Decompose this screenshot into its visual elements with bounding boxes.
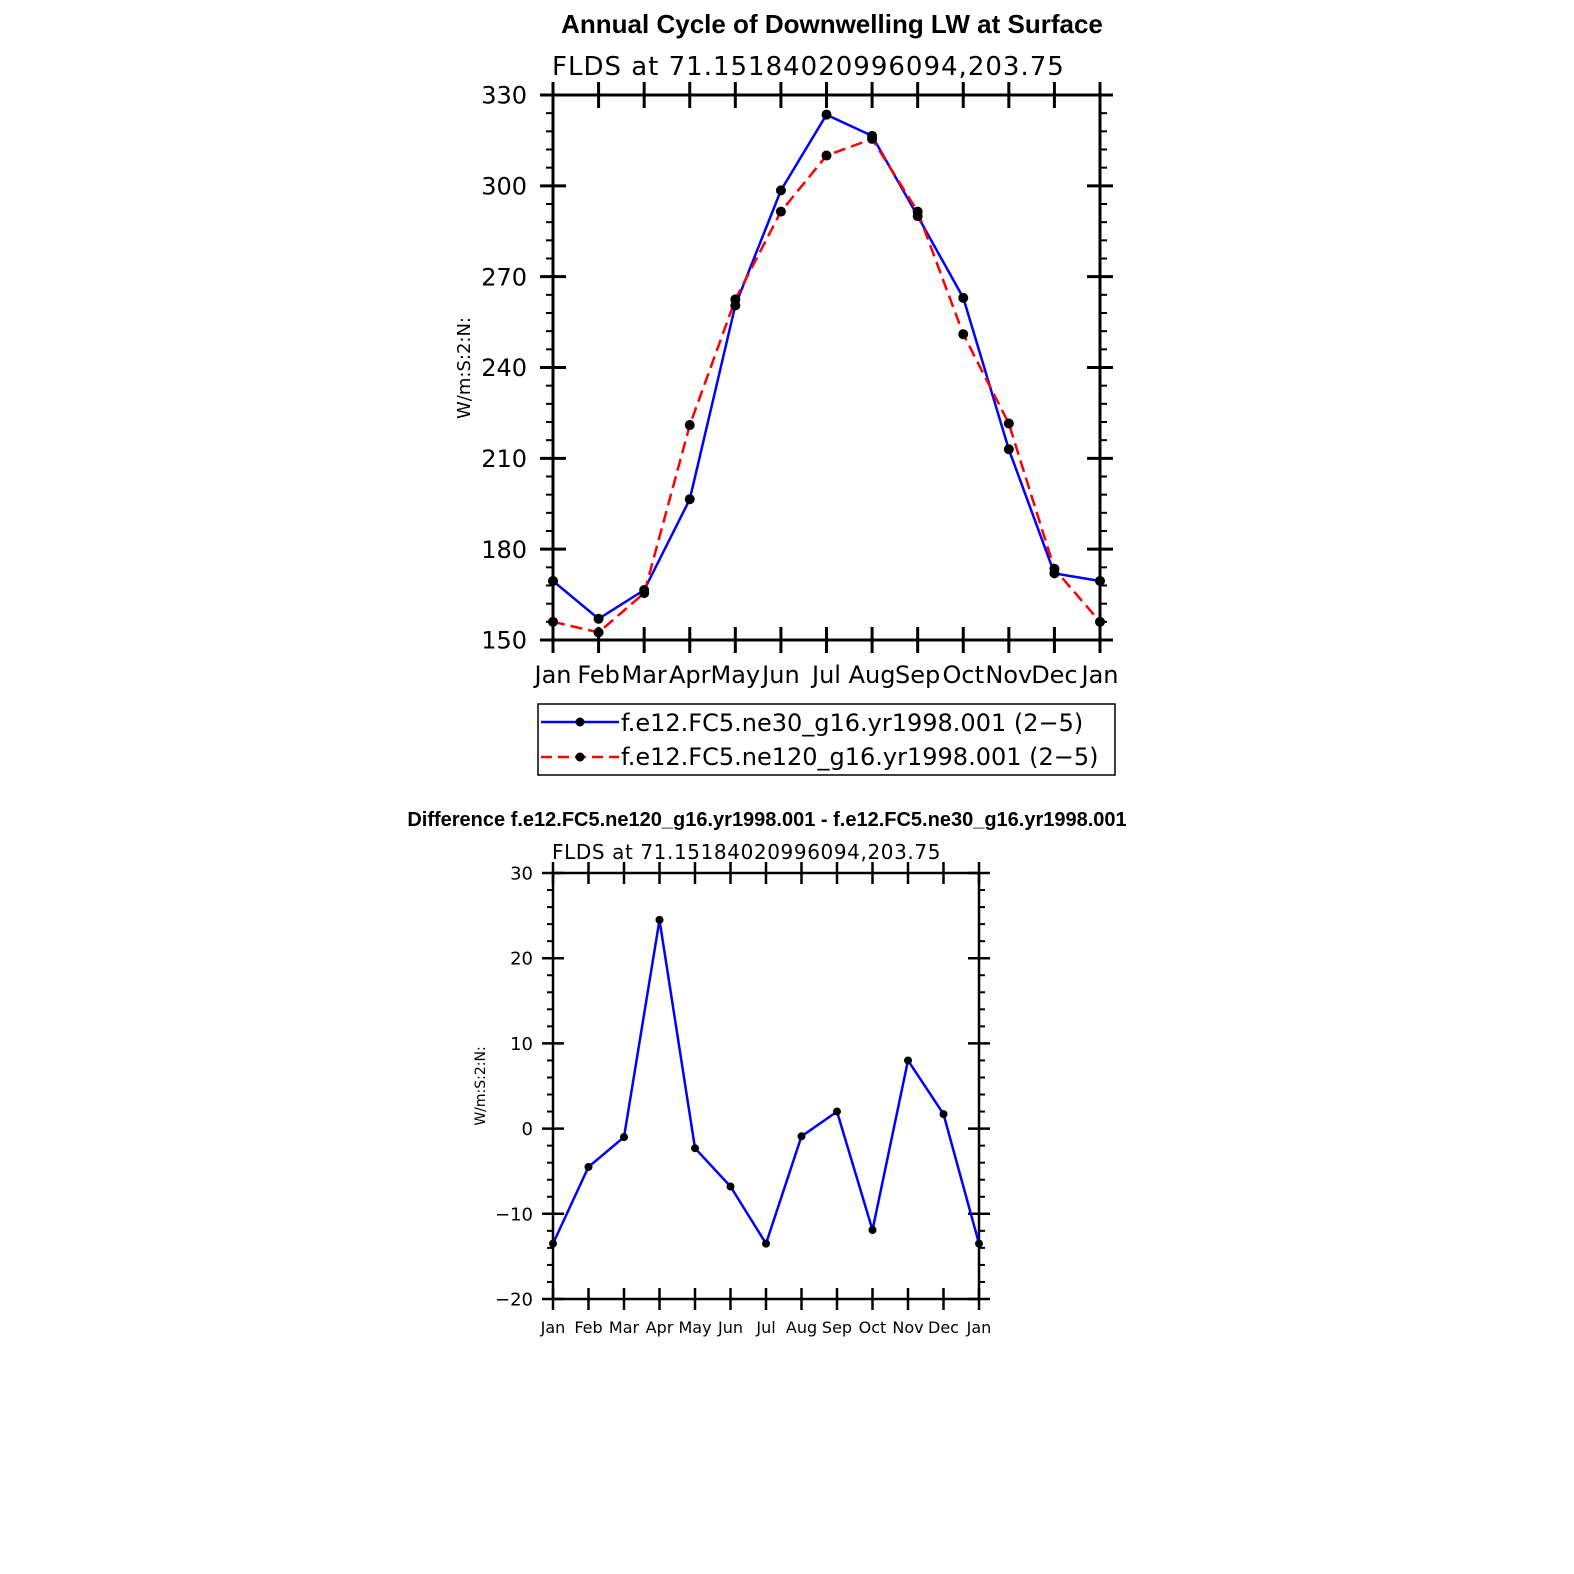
data-point <box>1004 444 1014 454</box>
x-tick-label: May <box>678 1318 712 1337</box>
data-point <box>594 627 604 637</box>
data-point <box>940 1110 948 1118</box>
plot-frame <box>553 95 1100 640</box>
chart-title: Difference f.e12.FC5.ne120_g16.yr1998.001 - f.e12.FC5.ne30_g16.yr1998.001 <box>407 809 1127 831</box>
plot-frame <box>553 873 979 1299</box>
data-point <box>869 1226 877 1234</box>
legend-label-1: f.e12.FC5.ne30_g16.yr1998.001 (2−5) <box>621 709 1084 737</box>
x-tick-label: Jan <box>534 661 572 689</box>
data-point <box>685 420 695 430</box>
x-tick-label: Sep <box>895 661 941 689</box>
data-point <box>776 185 786 195</box>
y-axis-label: W/m:S:2:N: <box>454 317 475 419</box>
data-point <box>1049 564 1059 574</box>
x-tick-label: Apr <box>645 1318 674 1337</box>
difference-chart <box>407 809 1126 1337</box>
data-point <box>975 1240 983 1248</box>
series-line-2 <box>553 139 1100 633</box>
data-point <box>776 207 786 217</box>
data-point <box>1095 576 1105 586</box>
x-tick-label: May <box>710 661 761 689</box>
y-tick-label: 20 <box>510 948 533 970</box>
x-tick-label: Aug <box>785 1318 818 1337</box>
data-point <box>730 294 740 304</box>
y-tick-label: 210 <box>481 444 527 473</box>
series-group <box>548 110 1105 638</box>
x-tick-label: Apr <box>668 661 711 689</box>
data-point <box>822 151 832 161</box>
data-point <box>822 110 832 120</box>
x-tick-label: Oct <box>942 661 984 689</box>
y-tick-label: 0 <box>521 1119 533 1141</box>
series-line-1 <box>553 115 1100 619</box>
data-point <box>913 207 923 217</box>
chart-subtitle: FLDS at 71.15184020996094,203.75 <box>552 52 1065 82</box>
y-tick-label: 30 <box>510 863 533 885</box>
x-tick-label: Jun <box>718 1318 743 1337</box>
legend-marker-2 <box>576 753 585 762</box>
y-tick-label: −10 <box>495 1204 533 1226</box>
x-tick-label: Feb <box>577 661 620 689</box>
y-axis-label: W/m:S:2:N: <box>473 1046 489 1126</box>
x-tick-label: Dec <box>928 1318 959 1337</box>
x-tick-label: Nov <box>985 661 1033 689</box>
x-tick-label: Jan <box>540 1318 566 1337</box>
y-tick-label: 330 <box>481 81 527 110</box>
legend <box>538 704 1115 775</box>
x-tick-label: Jun <box>762 661 800 689</box>
chart-title: Annual Cycle of Downwelling LW at Surface <box>561 9 1103 39</box>
data-point <box>548 576 558 586</box>
data-point <box>691 1144 699 1152</box>
x-tick-label: Oct <box>858 1318 887 1337</box>
data-point <box>904 1056 912 1064</box>
x-tick-label: Feb <box>574 1318 603 1337</box>
data-point <box>1095 617 1105 627</box>
y-tick-label: 10 <box>510 1033 533 1055</box>
x-tick-label: Aug <box>848 661 896 689</box>
data-point <box>727 1183 735 1191</box>
data-point <box>1004 419 1014 429</box>
chart-subtitle: FLDS at 71.15184020996094,203.75 <box>552 840 942 864</box>
x-tick-label: Jan <box>966 1318 992 1337</box>
x-tick-label: Jul <box>756 1318 776 1337</box>
data-point <box>639 588 649 598</box>
x-tick-label: Dec <box>1031 661 1078 689</box>
x-tick-label: Nov <box>892 1318 924 1337</box>
data-point <box>685 494 695 504</box>
data-point <box>548 617 558 627</box>
x-tick-label: Mar <box>608 1318 640 1337</box>
legend-marker-1 <box>576 718 585 727</box>
y-tick-label: −20 <box>495 1289 533 1311</box>
x-tick-label: Sep <box>821 1318 853 1337</box>
y-tick-label: 270 <box>481 263 527 292</box>
x-tick-label: Jan <box>1081 661 1119 689</box>
data-point <box>958 329 968 339</box>
axes <box>481 82 1118 689</box>
x-tick-label: Mar <box>621 661 667 689</box>
data-point <box>762 1240 770 1248</box>
legend-label-2: f.e12.FC5.ne120_g16.yr1998.001 (2−5) <box>621 743 1099 771</box>
axes <box>495 862 991 1337</box>
data-point <box>798 1132 806 1140</box>
data-point <box>867 134 877 144</box>
data-point <box>594 614 604 624</box>
data-point <box>656 916 664 924</box>
series-group <box>549 916 983 1248</box>
y-tick-label: 150 <box>481 626 527 655</box>
data-point <box>549 1240 557 1248</box>
series-line-1 <box>553 920 979 1244</box>
y-tick-label: 240 <box>481 354 527 383</box>
y-tick-label: 180 <box>481 535 527 564</box>
x-tick-label: Jul <box>812 661 841 689</box>
data-point <box>958 293 968 303</box>
data-point <box>585 1163 593 1171</box>
data-point <box>620 1133 628 1141</box>
data-point <box>833 1108 841 1116</box>
annual-cycle-chart <box>454 9 1119 775</box>
y-tick-label: 300 <box>481 172 527 201</box>
